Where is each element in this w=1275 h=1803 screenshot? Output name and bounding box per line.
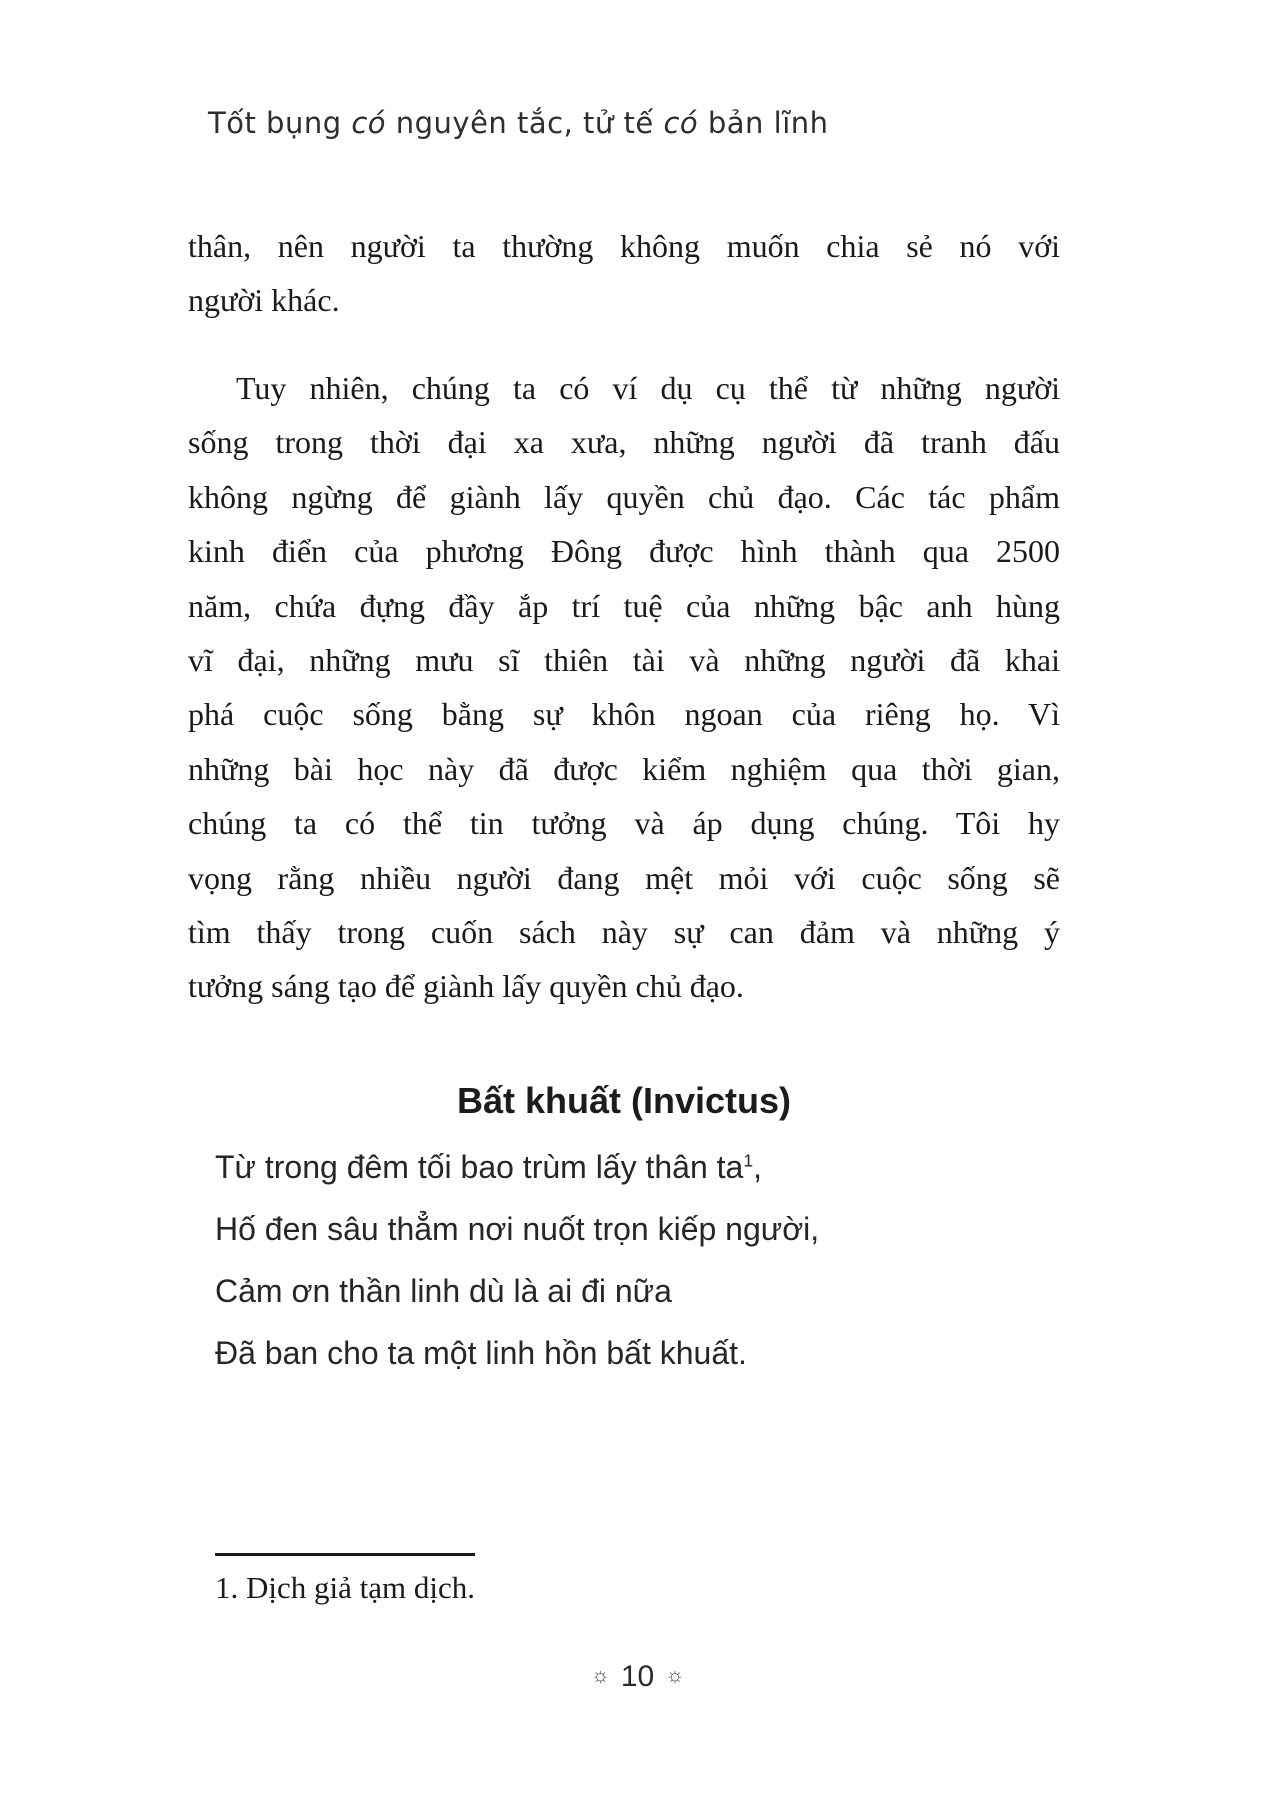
footnote-text: 1. Dịch giả tạm dịch. <box>215 1570 475 1605</box>
page-number-value: 10 <box>620 1660 655 1693</box>
sun-ornament-icon: ☼ <box>590 1664 610 1687</box>
sun-ornament-icon: ☼ <box>665 1664 685 1687</box>
text-line: chúng ta có thể tin tưởng và áp dụng chúng. Tôi hy <box>188 805 1060 842</box>
footnote-reference: 1 <box>743 1150 754 1171</box>
poem-line: Đã ban cho ta một linh hồn bất khuất. <box>215 1335 747 1371</box>
text-line: thân, nên người ta thường không muốn chia sẻ nó với <box>188 228 1060 264</box>
poem-title: Bất khuất (Invictus) <box>456 1080 792 1121</box>
text-line: Tuy nhiên, chúng ta có ví dụ cụ thể từ những người <box>236 370 1060 406</box>
running-head-emphasis: có <box>351 106 387 140</box>
poem-line-punctuation: , <box>753 1149 763 1185</box>
paragraph-continuation <box>188 219 1060 328</box>
page-footer <box>0 1660 1275 1694</box>
text-line: năm, chứa đựng đầy ắp trí tuệ của những bậc anh hùng <box>188 587 1060 624</box>
poem-line: Cảm ơn thần linh dù là ai đi nữa <box>215 1273 672 1309</box>
text-line: không ngừng để giành lấy quyền chủ đạo. Các tác phẩm <box>188 478 1060 515</box>
running-head <box>208 106 829 140</box>
text-line: sống trong thời đại xa xưa, những người đã tranh đấu <box>188 424 1060 461</box>
text-line: người khác. <box>188 282 340 319</box>
paragraph-main <box>188 361 1060 1014</box>
running-head-text: bản lĩnh <box>698 106 829 140</box>
running-head-emphasis: có <box>663 106 699 140</box>
text-line: tưởng sáng tạo để giành lấy quyền chủ đạo. <box>188 968 744 1005</box>
running-head-text: Tốt bụng <box>208 106 352 140</box>
text-line: những bài học này đã được kiểm nghiệm qua thời gian, <box>188 750 1060 787</box>
text-line: vĩ đại, những mưu sĩ thiên tài và những người đã khai <box>188 642 1060 679</box>
running-head-text: nguyên tắc, tử tế <box>386 106 664 140</box>
text-line: tìm thấy trong cuốn sách này sự can đảm và những ý <box>188 914 1060 951</box>
poem-line-text: Từ trong đêm tối bao trùm lấy thân ta <box>215 1149 744 1185</box>
text-line: vọng rằng nhiều người đang mệt mỏi với cuộc sống sẽ <box>188 859 1060 896</box>
text-line: kinh điển của phương Đông được hình thành qua 2500 <box>188 533 1060 570</box>
footnote-divider <box>215 1553 475 1556</box>
text-line: phá cuộc sống bằng sự khôn ngoan của riêng họ. Vì <box>188 696 1060 733</box>
poem-line <box>215 1136 1060 1198</box>
poem <box>215 1136 1060 1384</box>
poem-line: Hố đen sâu thẳm nơi nuốt trọn kiếp người, <box>215 1211 820 1247</box>
